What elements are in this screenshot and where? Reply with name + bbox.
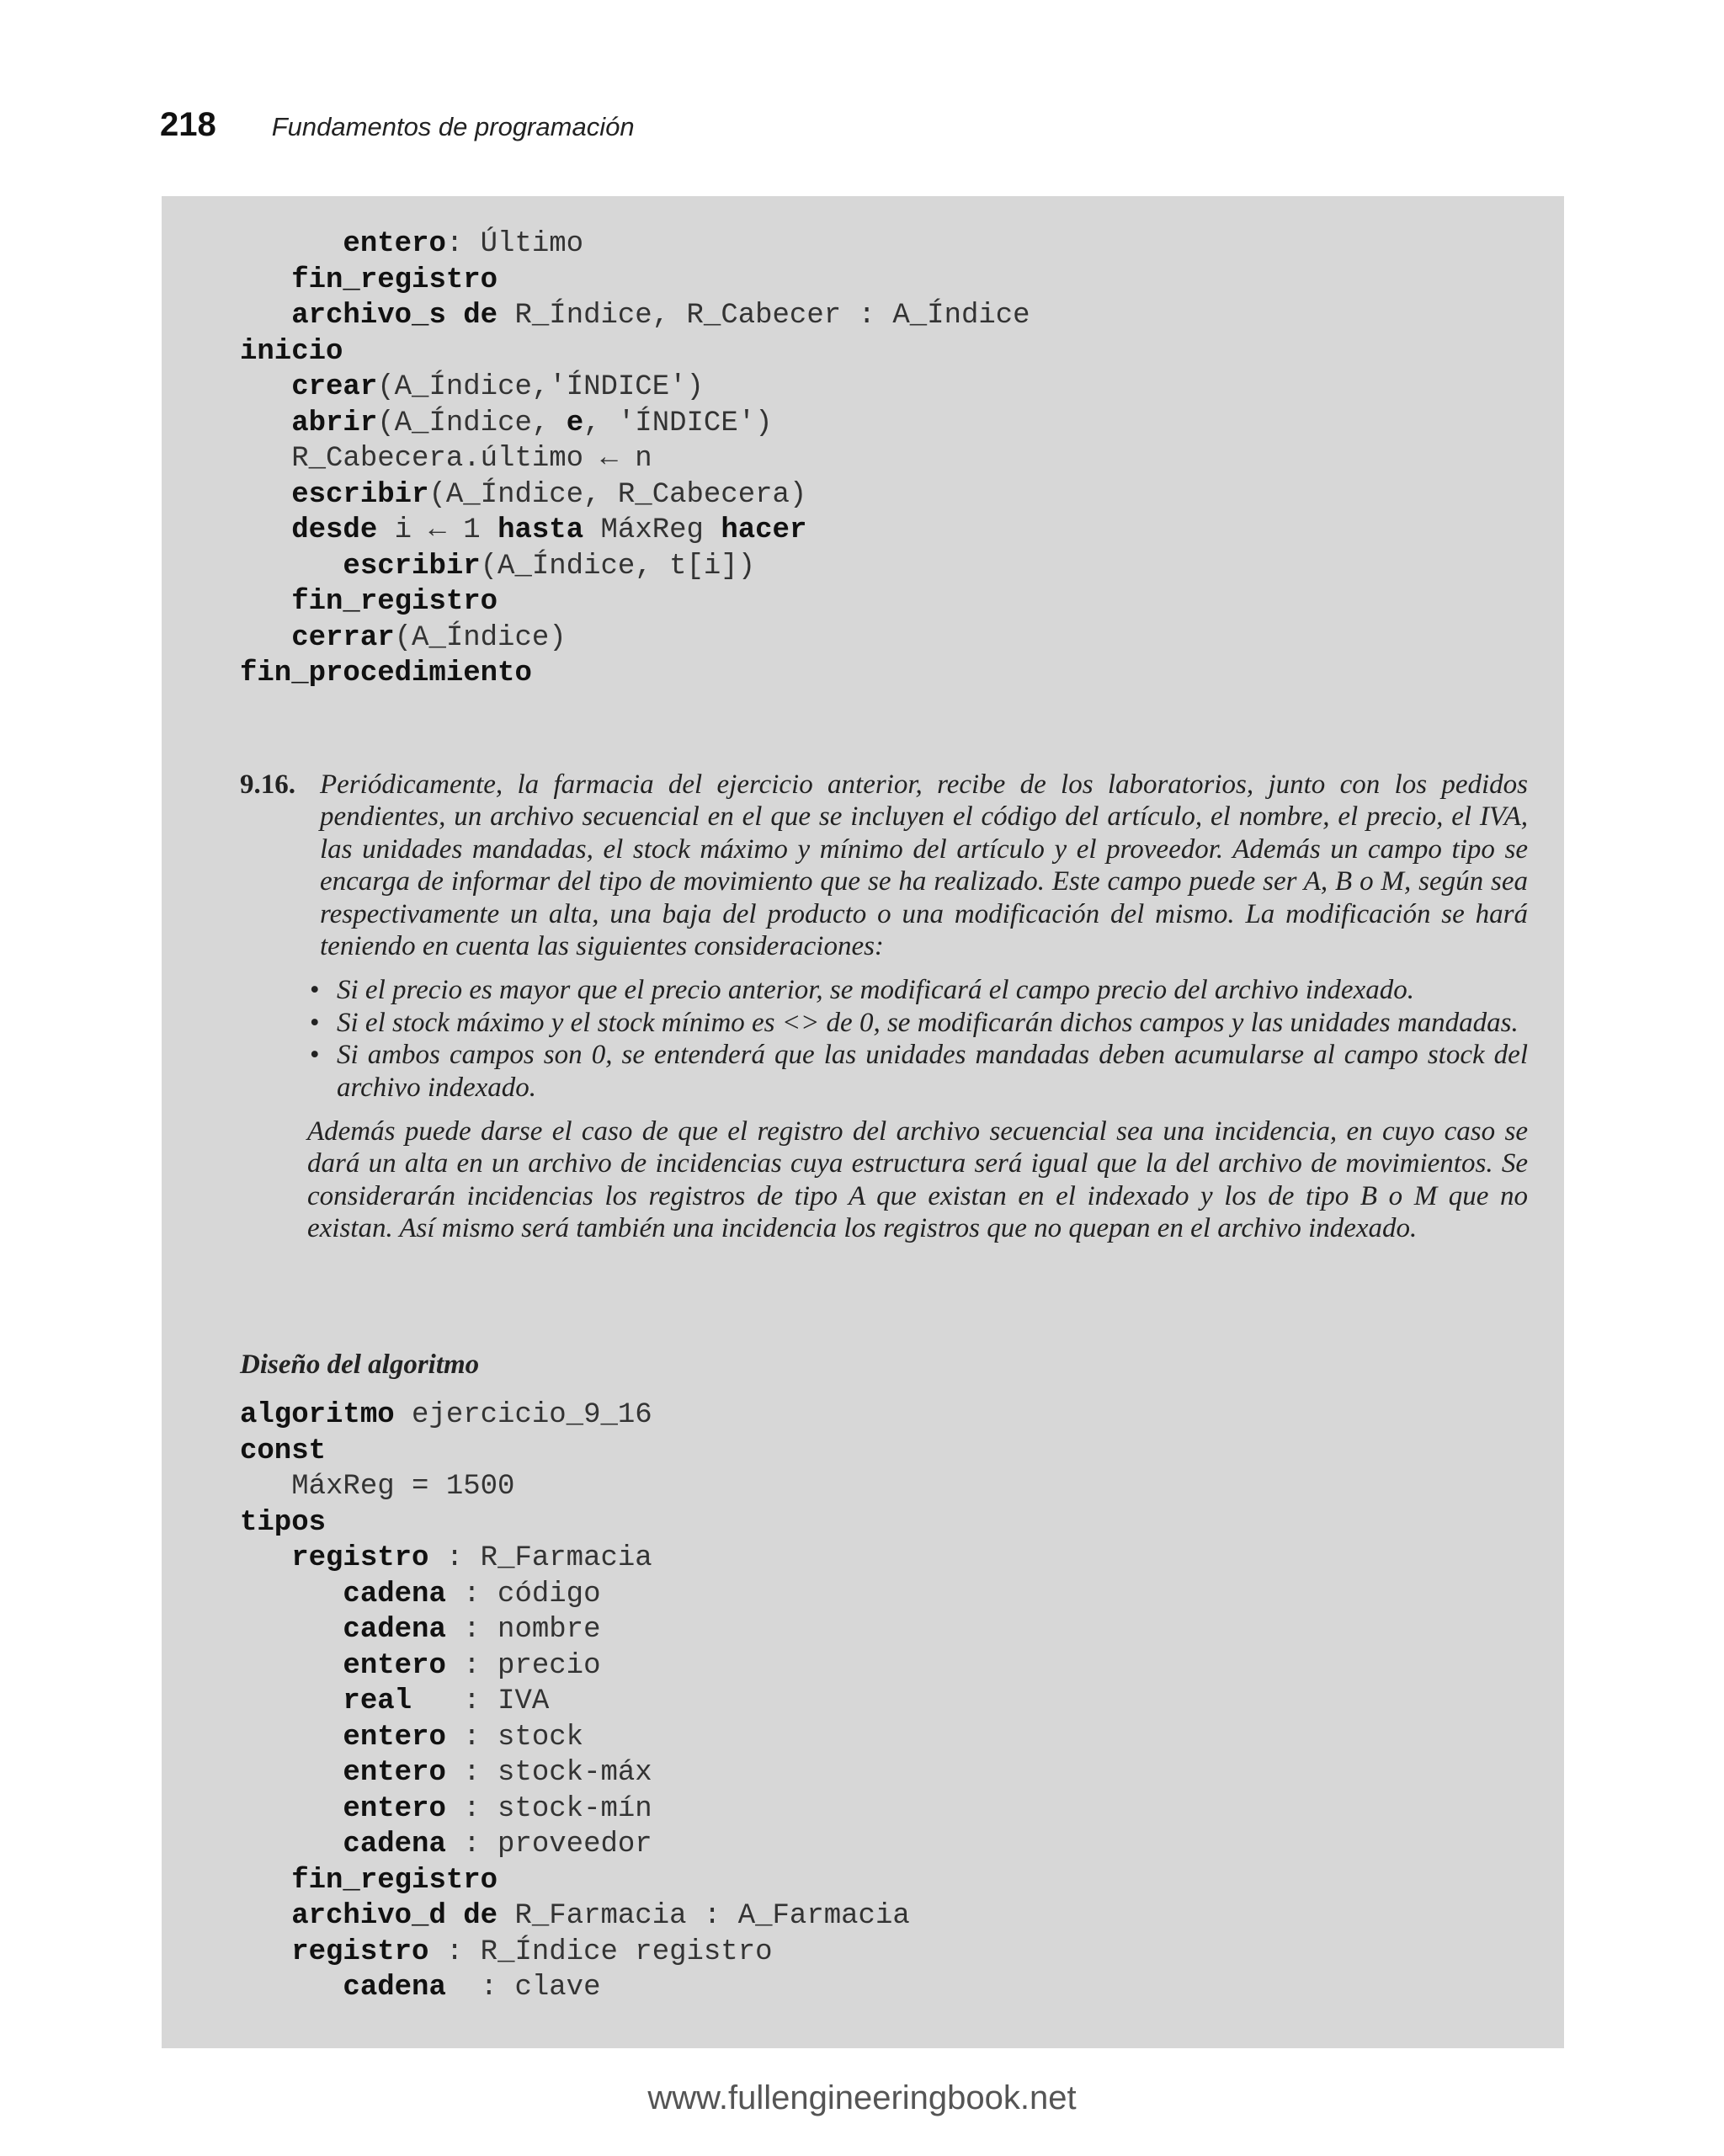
code-text bbox=[240, 586, 291, 618]
code-line bbox=[240, 584, 1503, 620]
page-header bbox=[160, 106, 635, 150]
code-line bbox=[240, 620, 1503, 657]
code-line bbox=[240, 1612, 1503, 1648]
footer-url: www.fullengineeringbook.net bbox=[647, 2079, 1077, 2116]
code-text bbox=[240, 264, 291, 296]
code-text bbox=[240, 1578, 343, 1610]
code-text: : IVA bbox=[412, 1685, 550, 1717]
list-item-text: Si ambos campos son 0, se entenderá que las unidades mandadas deben acumularse al campo stock del archivo indexado. bbox=[337, 1040, 1528, 1103]
code-text: R_Índice, R_Cabecer : A_Índice bbox=[498, 300, 1030, 332]
code-block-bottom bbox=[240, 1397, 1503, 2006]
exercise-box bbox=[162, 196, 1564, 2048]
list-item bbox=[310, 1007, 1528, 1039]
code-text bbox=[240, 300, 291, 332]
code-line bbox=[240, 1863, 1503, 1899]
code-keyword: escribir bbox=[291, 478, 429, 511]
code-line bbox=[240, 298, 1503, 334]
code-line bbox=[240, 1898, 1503, 1935]
code-line bbox=[240, 1970, 1503, 2006]
code-keyword: cadena bbox=[343, 1578, 446, 1610]
code-text bbox=[240, 551, 343, 583]
code-text: (A_Índice, bbox=[377, 407, 567, 439]
code-text: : clave bbox=[445, 1972, 601, 2004]
code-keyword: archivo_s bbox=[291, 300, 446, 332]
code-keyword: algoritmo bbox=[240, 1399, 395, 1431]
code-line bbox=[240, 406, 1503, 442]
code-keyword: desde bbox=[291, 514, 378, 546]
list-item-text: Si el stock máximo y el stock mínimo es <> de 0, se modificarán dichos campos y las unidades mandadas. bbox=[337, 1007, 1519, 1038]
code-text: (A_Índice, t[i]) bbox=[480, 550, 756, 583]
code-text: : stock-máx bbox=[445, 1757, 652, 1789]
code-keyword: real bbox=[343, 1685, 412, 1717]
code-keyword: de bbox=[463, 1900, 498, 1932]
code-keyword: cadena bbox=[343, 1614, 446, 1646]
code-keyword: fin_registro bbox=[291, 264, 498, 296]
code-text bbox=[240, 1900, 291, 1932]
code-keyword: entero bbox=[343, 1757, 446, 1789]
code-line bbox=[240, 370, 1503, 406]
exercise-9-16 bbox=[240, 769, 1528, 1245]
code-keyword: cadena bbox=[343, 1972, 446, 2004]
running-title: Fundamentos de programación bbox=[271, 112, 635, 141]
code-line bbox=[240, 1684, 1503, 1720]
code-keyword: entero bbox=[343, 1792, 446, 1825]
code-text: , 'ÍNDICE') bbox=[583, 407, 773, 439]
code-keyword: crear bbox=[291, 371, 378, 403]
code-line bbox=[240, 1791, 1503, 1828]
code-text: i ← 1 bbox=[377, 514, 498, 546]
code-keyword: registro bbox=[291, 1542, 429, 1574]
code-line bbox=[240, 226, 1503, 263]
list-item-text: Si el precio es mayor que el precio anterior, se modificará el campo precio del archivo indexado. bbox=[337, 975, 1414, 1006]
code-text: MáxReg bbox=[583, 514, 721, 546]
code-text: : Último bbox=[445, 228, 584, 260]
code-keyword: entero bbox=[343, 228, 446, 260]
code-text bbox=[240, 228, 343, 260]
code-text bbox=[240, 1972, 343, 2004]
considerations-list bbox=[240, 974, 1528, 1104]
code-text: : stock bbox=[445, 1721, 584, 1754]
code-line bbox=[240, 477, 1503, 514]
code-text bbox=[240, 1722, 343, 1754]
code-text bbox=[240, 514, 291, 546]
code-keyword: fin_registro bbox=[291, 586, 498, 618]
code-keyword: entero bbox=[343, 1649, 446, 1682]
code-text bbox=[240, 479, 291, 511]
code-line bbox=[240, 1505, 1503, 1541]
code-text: R_Farmacia : A_Farmacia bbox=[498, 1900, 910, 1932]
code-line bbox=[240, 1397, 1503, 1434]
code-text: MáxReg = 1500 bbox=[240, 1471, 515, 1503]
code-text: : R_Índice registro bbox=[428, 1935, 773, 1968]
code-text bbox=[446, 300, 463, 332]
page-number: 218 bbox=[160, 106, 216, 143]
section-heading: Diseño del algoritmo bbox=[240, 1349, 480, 1380]
code-line bbox=[240, 1469, 1503, 1505]
code-text: (A_Índice) bbox=[394, 621, 567, 654]
code-keyword: fin_procedimiento bbox=[240, 657, 532, 689]
code-line bbox=[240, 513, 1503, 549]
code-keyword: cerrar bbox=[291, 621, 395, 654]
code-keyword: registro bbox=[291, 1935, 429, 1968]
code-keyword: escribir bbox=[343, 550, 481, 583]
code-line bbox=[240, 1755, 1503, 1791]
exercise-number: 9.16. bbox=[240, 769, 295, 800]
code-line bbox=[240, 656, 1503, 692]
code-text bbox=[240, 1650, 343, 1682]
code-text: : código bbox=[445, 1578, 601, 1610]
code-keyword: de bbox=[463, 300, 498, 332]
code-text bbox=[240, 622, 291, 654]
code-line bbox=[240, 1827, 1503, 1863]
bullet-icon: • bbox=[310, 975, 320, 1006]
code-keyword: cadena bbox=[343, 1829, 446, 1861]
code-text bbox=[240, 1614, 343, 1646]
code-line bbox=[240, 549, 1503, 585]
code-keyword: archivo_d bbox=[291, 1900, 446, 1932]
code-text bbox=[240, 1829, 343, 1861]
code-text bbox=[240, 371, 291, 403]
exercise-extra-paragraph: Además puede darse el caso de que el registro del archivo secuencial sea una incidencia, en cuyo caso se dará un alta en un archivo de incidencias cuya estructura será igual que la del archivo de movimientos. Se considerarán incidencias los registros de tipo A que existan en el indexado y los de tipo B o M que no existan. Así mismo será también una incidencia los registros que no quepan en el archivo indexado. bbox=[307, 1116, 1528, 1244]
code-line bbox=[240, 263, 1503, 299]
code-text: ejercicio_9_16 bbox=[394, 1399, 652, 1431]
list-item bbox=[310, 974, 1528, 1006]
code-line bbox=[240, 1434, 1503, 1470]
code-text: : R_Farmacia bbox=[428, 1542, 652, 1574]
exercise-statement: Periódicamente, la farmacia del ejercicio anterior, recibe de los laboratorios, junto con los pedidos pendientes, un archivo secuencial en el que se incluyen el código del artículo, el nombre, el precio, el IVA, las unidades mandadas, el stock máximo y mínimo del artículo y el proveedor. Además un campo tipo se encarga de informar del tipo de movimiento que se ha realizado. Este campo puede ser A, B o M, según sea respectivamente un alta, una baja del producto o una modificación del mismo. La modificación se hará teniendo en cuenta las siguientes consideraciones: bbox=[320, 769, 1528, 962]
code-line bbox=[240, 1577, 1503, 1613]
code-block-top bbox=[240, 226, 1503, 692]
code-keyword: hasta bbox=[498, 514, 584, 546]
code-text: R_Cabecera.último ← n bbox=[240, 443, 652, 475]
code-text bbox=[240, 1685, 343, 1717]
code-keyword: inicio bbox=[240, 335, 343, 368]
bullet-icon: • bbox=[310, 1007, 320, 1038]
code-text bbox=[446, 1900, 463, 1932]
code-keyword: tipos bbox=[240, 1506, 327, 1539]
code-text: : nombre bbox=[445, 1614, 601, 1646]
code-line bbox=[240, 441, 1503, 477]
code-line bbox=[240, 1541, 1503, 1577]
bullet-icon: • bbox=[310, 1040, 320, 1071]
code-keyword: abrir bbox=[291, 407, 378, 439]
code-text: : precio bbox=[445, 1649, 601, 1682]
code-text bbox=[240, 407, 291, 439]
code-text: (A_Índice,'ÍNDICE') bbox=[377, 371, 704, 403]
code-text bbox=[240, 1865, 291, 1897]
code-line bbox=[240, 1720, 1503, 1756]
code-text bbox=[240, 1542, 291, 1574]
list-item bbox=[310, 1039, 1528, 1104]
code-text bbox=[240, 1936, 291, 1968]
code-text bbox=[240, 1757, 343, 1789]
code-text bbox=[240, 1793, 343, 1825]
code-keyword: e bbox=[566, 407, 584, 439]
code-text: (A_Índice, R_Cabecera) bbox=[428, 478, 807, 511]
code-text: : stock-mín bbox=[445, 1792, 652, 1825]
code-keyword: entero bbox=[343, 1721, 446, 1754]
code-text: : proveedor bbox=[445, 1829, 652, 1861]
code-keyword: const bbox=[240, 1435, 327, 1467]
code-line bbox=[240, 1648, 1503, 1685]
code-keyword: hacer bbox=[721, 514, 807, 546]
code-line bbox=[240, 334, 1503, 370]
code-line bbox=[240, 1935, 1503, 1971]
code-keyword: fin_registro bbox=[291, 1864, 498, 1897]
